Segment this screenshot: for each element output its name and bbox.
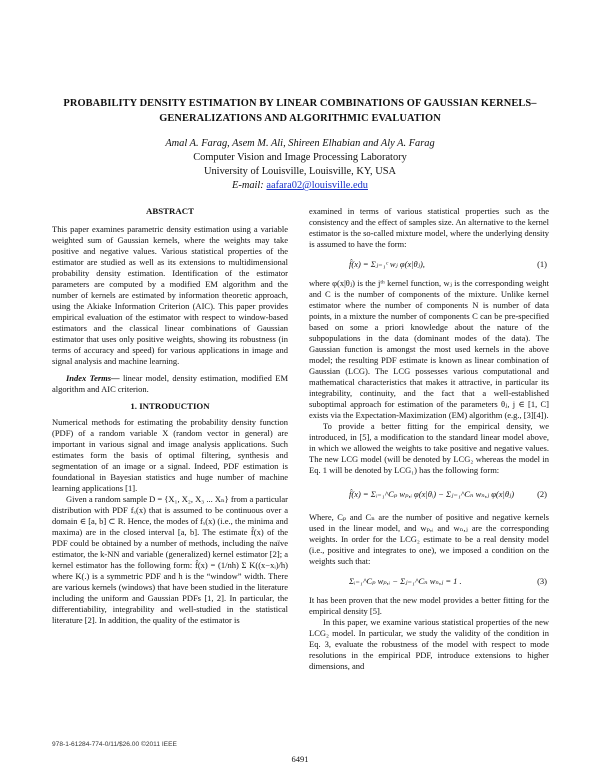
paper-title: PROBABILITY DENSITY ESTIMATION BY LINEAR COMBINATIONS OF GAUSSIAN KERNELS– GENERALIZATIONS AND ALGORITHMIC EVALUATION [63, 98, 537, 124]
equation-3-body: Σᵢ₌₁^Cₚ wₚ,ᵢ − Σⱼ₌₁^Cₙ wₙ,ⱼ = 1 . [349, 575, 462, 586]
left-column [52, 206, 288, 626]
intro-paragraph-1: Numerical methods for estimating the probability density function (PDF) of a random variable X (random vector in general) are important in various signal and image analysis applications. Such estimates form the basis of optimal filtering, synthesis and segmentation of an image or a signal. Indeed, PDF estimation is foundational in Bayesian statistics and huge number of machine learning applications [1]. [52, 417, 288, 493]
introduction-heading: 1. INTRODUCTION [130, 401, 210, 411]
equation-2 [309, 480, 549, 508]
intro-paragraph-2: Given a random sample D = {X₁, X₂, X₃ ... Xₙ} from a particular distribution with PDF fₓ(x) that is assumed to be continuous over a domain ∈ [a, b] ⊂ R. Hence, the modes of fₓ(x) (i.e., the minima and maxima) are in the closed interval [a, b]. The estimate f̂(x) of the PDF could be obtained by a number of methods, including the naïve estimator, the k-NN and variable (generalized) kernel estimator [2]; a kernel estimator has the following form: f̂(x) = (1/nh) Σ K((x−xᵢ)/h) where K(.) is a symmetric PDF and h is the “window” width. There are various kernels (windows) that have been studied in the literature including the uniform and Gaussian PDFs [1, 2]. In particular, the differentiability, integrability and well-studied in the statistical literature [2]. In addition, the quality of the estimator is [52, 494, 288, 625]
copyright-footer: 978-1-61284-774-0/11/$26.00 ©2011 IEEE [52, 741, 177, 748]
equation-1-number: (1) [537, 258, 547, 269]
email-line [40, 179, 560, 193]
email-link[interactable]: aafara02@louisville.edu [266, 180, 368, 191]
abstract-heading: ABSTRACT [146, 206, 194, 216]
right-paragraph-5: It has been proven that the new model provides a better fitting for the empirical density [5]. [309, 595, 549, 616]
equation-3-number: (3) [537, 575, 547, 586]
page-number: 6491 [291, 754, 309, 764]
equation-1-body: f̂(x) = Σⱼ₌₁ᶜ wⱼ φ(x|θⱼ), [349, 258, 425, 269]
right-paragraph-1: examined in terms of various statistical properties such as the consistency and the effect of samples size. An alternative to the kernel estimator is the so-called mixture model, where the underlying density is assumed to have the form: [309, 206, 549, 249]
right-paragraph-2: where φ(x|θⱼ) is the jᵗʰ kernel function, wⱼ is the corresponding weight and C is the number of components of the mixture. Unlike kernel estimator where the number of components N is number of data points, in a mixture the number of components C can be pre-specified based on some a priori knowledge about the nature of the subpopulations in the data (dominant modes of the data). The Gaussian function is amongst the most used kernels in the above model; the resulting PDF estimate is known as linear combination of Gaussian (LCG). The LCG possesses various computational and mathematical characteristics that makes it attractive, in particular its integrability, continuity, and the fact that a well-established suboptimal approach for estimation of the parameters θⱼ, j ∈ [1, C] exists via the Expectation-Maximization (EM) algorithm (e.g., [3][4]). [309, 278, 549, 420]
equation-1 [309, 254, 549, 274]
right-paragraph-6: In this paper, we examine various statistical properties of the new LCG₂ model. In particular, we study the validity of the condition in Eq. 3, evaluate the robustness of the model with respect to mode resolutions in the empirical PDF, introduce extensions to higher dimensions, and [309, 617, 549, 671]
equation-2-number: (2) [537, 488, 547, 499]
abstract-text: This paper examines parametric density estimation using a variable weighted sum of Gaussian kernels, where the weights may take positive and negative values. Various statistical properties of the estimator are studied as well as its extensions to multidimensional probability density estimation. Identification of the estimator parameters are computed by a modified EM algorithm and the number of kernels are estimated by information theoretic approach, using the Akiake Information Criterion (AIC). This paper provides empirical evaluation of the estimator with respect to window-based estimators and the classical linear combinations of Gaussian estimator that uses only positive weights, showing its robustness (in terms of accuracy and speed) for various applications in image and signal analysis and machine learning. [52, 224, 288, 366]
right-column [309, 206, 549, 672]
equation-2-body: f̂(x) = Σᵢ₌₁^Cₚ wₚ,ᵢ φ(x|θᵢ) − Σⱼ₌₁^Cₙ wₙ,ⱼ φ(x|θⱼ) [349, 488, 515, 499]
email-label: E-mail: [232, 180, 264, 191]
affiliation-university: University of Louisville, Louisville, KY, USA [203, 166, 397, 177]
author-block [40, 137, 560, 193]
right-paragraph-4: Where, Cₚ and Cₙ are the number of positive and negative kernels used in the linear model, and wₚ,ᵢ and wₙ,ⱼ are the corresponding weights. In order for the LCG₂ estimate to be a real density model (i.e., positive and integrates to one), we imposed a condition on the weights such that: [309, 512, 549, 566]
index-terms [52, 373, 288, 395]
index-terms-text: linear model, density estimation, modified EM algorithm and AIC criterion. [52, 373, 288, 394]
right-paragraph-3: To provide a better fitting for the empirical density, we introduced, in [5], a modification to the standard linear model above, in which we allowed the weights to take positive and negative values. The new LCG model (will be denoted by LCG₂ whereas the model in Eq. 1 will be denoted by LCG₁) has the following form: [309, 421, 549, 475]
affiliation-lab: Computer Vision and Image Processing Laboratory [193, 152, 407, 163]
author-names: Amal A. Farag, Asem M. Ali, Shireen Elhabian and Aly A. Farag [165, 138, 435, 149]
equation-3 [309, 571, 549, 591]
index-terms-label: Index Terms— [66, 373, 120, 383]
